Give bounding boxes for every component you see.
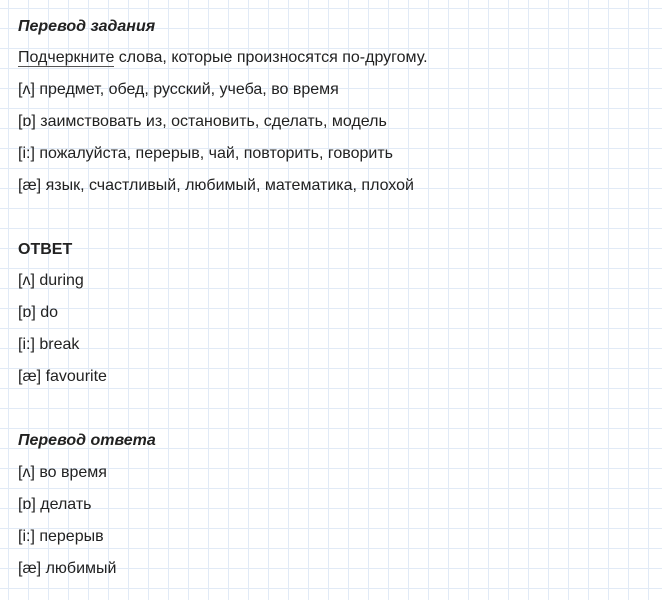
answer-line: [i:] break (18, 336, 80, 353)
task-heading: Перевод задания (18, 18, 156, 35)
translation-heading: Перевод ответа (18, 432, 156, 449)
answer-line: [æ] favourite (18, 368, 107, 385)
task-instruction (18, 48, 428, 68)
task-line: [æ] язык, счастливый, любимый, математика, плохой (18, 177, 414, 194)
translation-line: [ʌ] во время (18, 464, 107, 481)
answer-line: [ɒ] do (18, 304, 59, 321)
task-line: [ɒ] заимствовать из, остановить, сделать, модель (18, 113, 387, 130)
answer-heading: ОТВЕТ (18, 241, 73, 258)
answer-line: [ʌ] during (18, 272, 84, 289)
translation-line: [ɒ] делать (18, 496, 92, 513)
translation-line: [æ] любимый (18, 560, 117, 577)
instruction-text: слова, которые произносятся по-другому. (114, 49, 428, 66)
task-line: [i:] пожалуйста, перерыв, чай, повторить, говорить (18, 145, 393, 162)
translation-line: [i:] перерыв (18, 528, 104, 545)
underlined-word: Подчеркните (18, 49, 115, 66)
task-line: [ʌ] предмет, обед, русский, учеба, во время (18, 81, 339, 98)
